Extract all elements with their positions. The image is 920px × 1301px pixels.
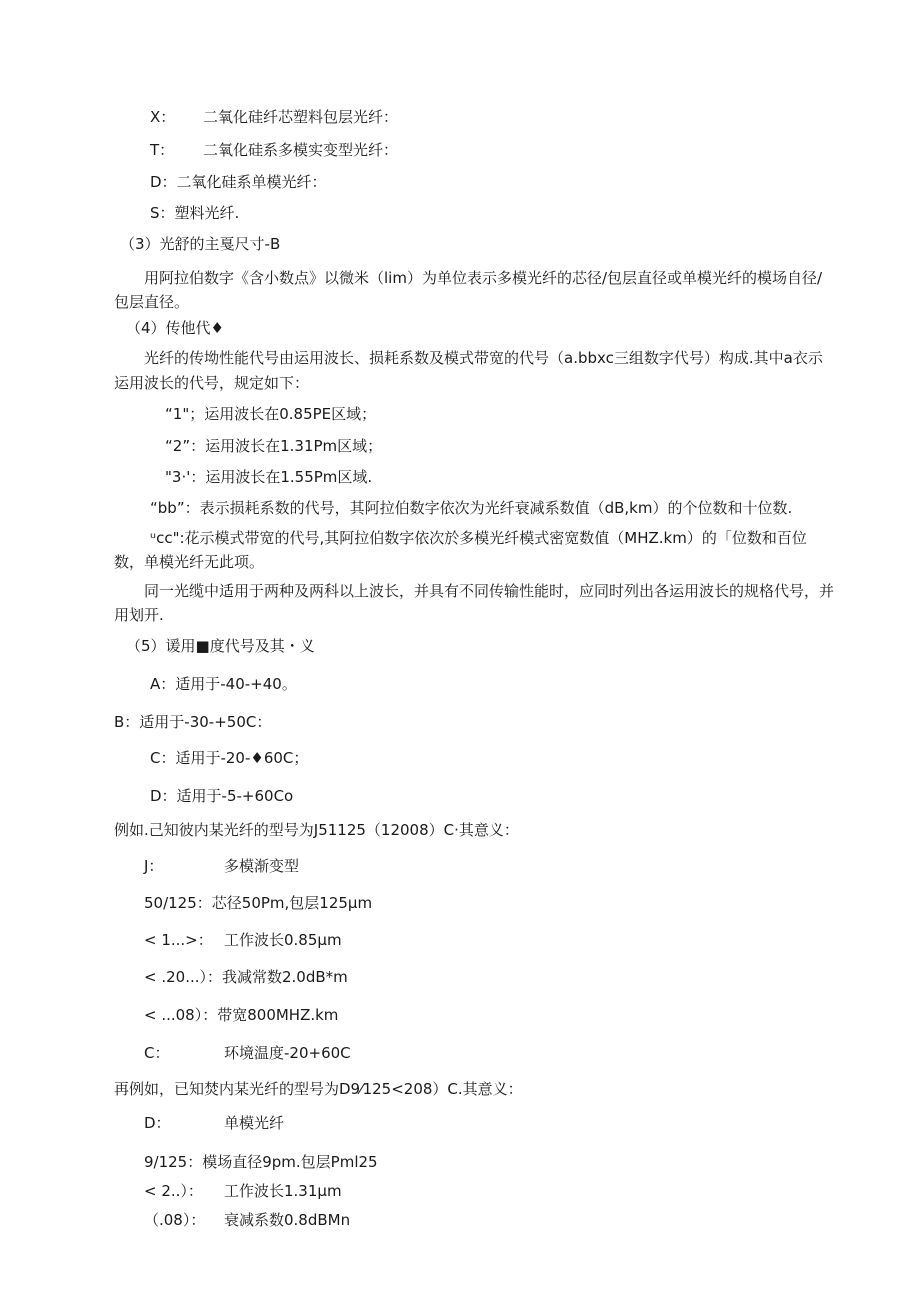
- doc-line-11: “1"；运用波长在0.85PE区域；: [165, 405, 377, 423]
- doc-line-27: < 1...>： 工作波长0.85μm: [144, 931, 342, 949]
- doc-line-15: ᵘcc":花示模式带宽的代号,其阿拉伯数字依次於多模光纤模式密宽数值（MHZ.km）的「位数和百位: [150, 529, 807, 547]
- doc-line-1: X： 二氧化硅纤芯塑料包层光纤：: [150, 108, 399, 126]
- section-heading-5: （5）谖用■度代号及其・义: [126, 637, 315, 655]
- doc-line-30: C： 环境温度-20+60C: [144, 1044, 351, 1062]
- doc-line-35: （.08）： 衰减系数0.8dBMn: [144, 1211, 351, 1229]
- doc-line-12: “2”：运用波长在1.31Pm区域；: [165, 437, 383, 455]
- doc-line-3: D：二氧化硅系单模光纤：: [150, 173, 327, 191]
- doc-line-10: 运用波长的代号，规定如下：: [114, 374, 310, 392]
- doc-line-9: 光纤的传坳性能代号由运用波长、损耗系数及模式带宽的代号（a.bbxc三组数字代号）构成.其中a衣示: [144, 349, 823, 367]
- doc-line-32: D： 单模光纤: [144, 1114, 285, 1132]
- doc-line-26: 50/125：芯径50Pm,包层125μm: [144, 894, 373, 912]
- doc-line-21: B：适用于-30-+50C：: [114, 713, 272, 731]
- doc-line-33: 9/125：模场直径9pm.包层Pml25: [144, 1153, 378, 1171]
- doc-line-7: 包层直径。: [114, 293, 190, 311]
- section-heading-4: （4）传他代♦: [126, 319, 224, 337]
- doc-line-2: T： 二氧化硅系多模实变型光纤：: [150, 141, 399, 159]
- doc-line-34: < 2..）： 工作波长1.31μm: [144, 1182, 342, 1200]
- doc-line-29: < ...08）：带宽800MHZ.km: [144, 1006, 339, 1024]
- doc-line-28: < .20...）：我减常数2.0dB*m: [144, 968, 348, 986]
- doc-line-25: J： 多模渐变型: [144, 857, 300, 875]
- doc-line-18: 用划开.: [114, 606, 164, 624]
- doc-line-13: "3·'：运用波长在1.55Pm区域.: [165, 468, 373, 486]
- doc-line-22: C：适用于-20-♦60C；: [150, 749, 309, 767]
- doc-line-24: 例如.己知彼内某光纤的型号为J51125（12008）C·其意义：: [114, 821, 519, 839]
- doc-line-23: D：适用于-5-+60Co: [150, 787, 294, 805]
- doc-line-4: S：塑料光纤.: [150, 204, 240, 222]
- doc-line-14: “bb”：表示损耗系数的代号，其阿拉伯数字依次为光纤衰减系数值（dB,km）的个位数和十位数.: [150, 499, 793, 517]
- doc-line-16: 数，单模光纤无此项。: [114, 553, 265, 571]
- doc-line-20: A：适用于-40-+40。: [150, 675, 297, 693]
- section-heading-3: （3）光舒的主戛尺寸-B: [120, 235, 281, 253]
- doc-line-31: 再例如，已知焚内某光纤的型号为D9⁄125<208）C.其意义：: [114, 1080, 523, 1098]
- doc-line-17: 同一光缆中适用于两种及两科以上波长，并具有不同传输性能时，应同时列出各运用波长的规格代号，并: [144, 582, 835, 600]
- doc-line-6: 用阿拉伯数字《含小数点》以微米（lim）为单位表示多模光纤的芯径/包层直径或单模光纤的模场自径/: [144, 269, 823, 287]
